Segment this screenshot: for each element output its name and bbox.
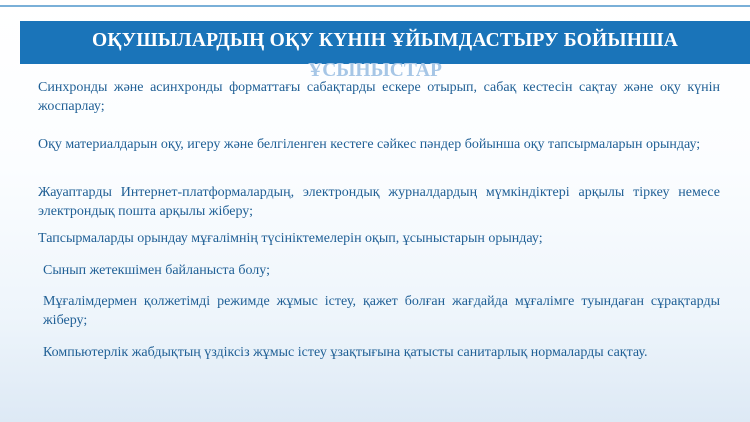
slide-title: ОҚУШЫЛАРДЫҢ ОҚУ КҮНІН ҰЙЫМДАСТЫРУ БОЙЫНША: [91, 30, 679, 51]
recommendation-item-7: Компьютерлік жабдықтың үздіксіз жұмыс істеу ұзақтығына қатысты санитарлық нормаларды сақтау.: [43, 345, 648, 360]
slide-title-overflow: ҰСЫНЫСТАР: [308, 60, 442, 81]
recommendation-item-4: Тапсырмаларды орындау мұғалімнің түсініктемелерін оқып, ұсыныстарын орындау;: [38, 231, 543, 246]
recommendation-item-2: Оқу материалдарын оқу, игеру және белгіленген кестеге сәйкес пәндер бойынша оқу тапсырмаларын орындау;: [38, 137, 701, 152]
recommendation-item-1: Синхронды және асинхронды форматтағы сабақтарды ескере отырып, сабақ кестесін сақтау және оқу күнін жоспарлау;: [38, 80, 720, 114]
recommendation-item-5: Сынып жетекшімен байланыста болу;: [43, 263, 270, 278]
top-accent-line: [0, 5, 750, 7]
recommendation-item-3: Жауаптарды Интернет-платформалардың, электрондық журналдардың мүмкіндіктері арқылы тіркеу немесе электрондық пошта арқылы жіберу;: [38, 185, 720, 219]
recommendation-item-6: Мұғалімдермен қолжетімді режимде жұмыс істеу, қажет болған жағдайда мұғалімге туындаған сұрақтарды жіберу;: [43, 294, 720, 328]
